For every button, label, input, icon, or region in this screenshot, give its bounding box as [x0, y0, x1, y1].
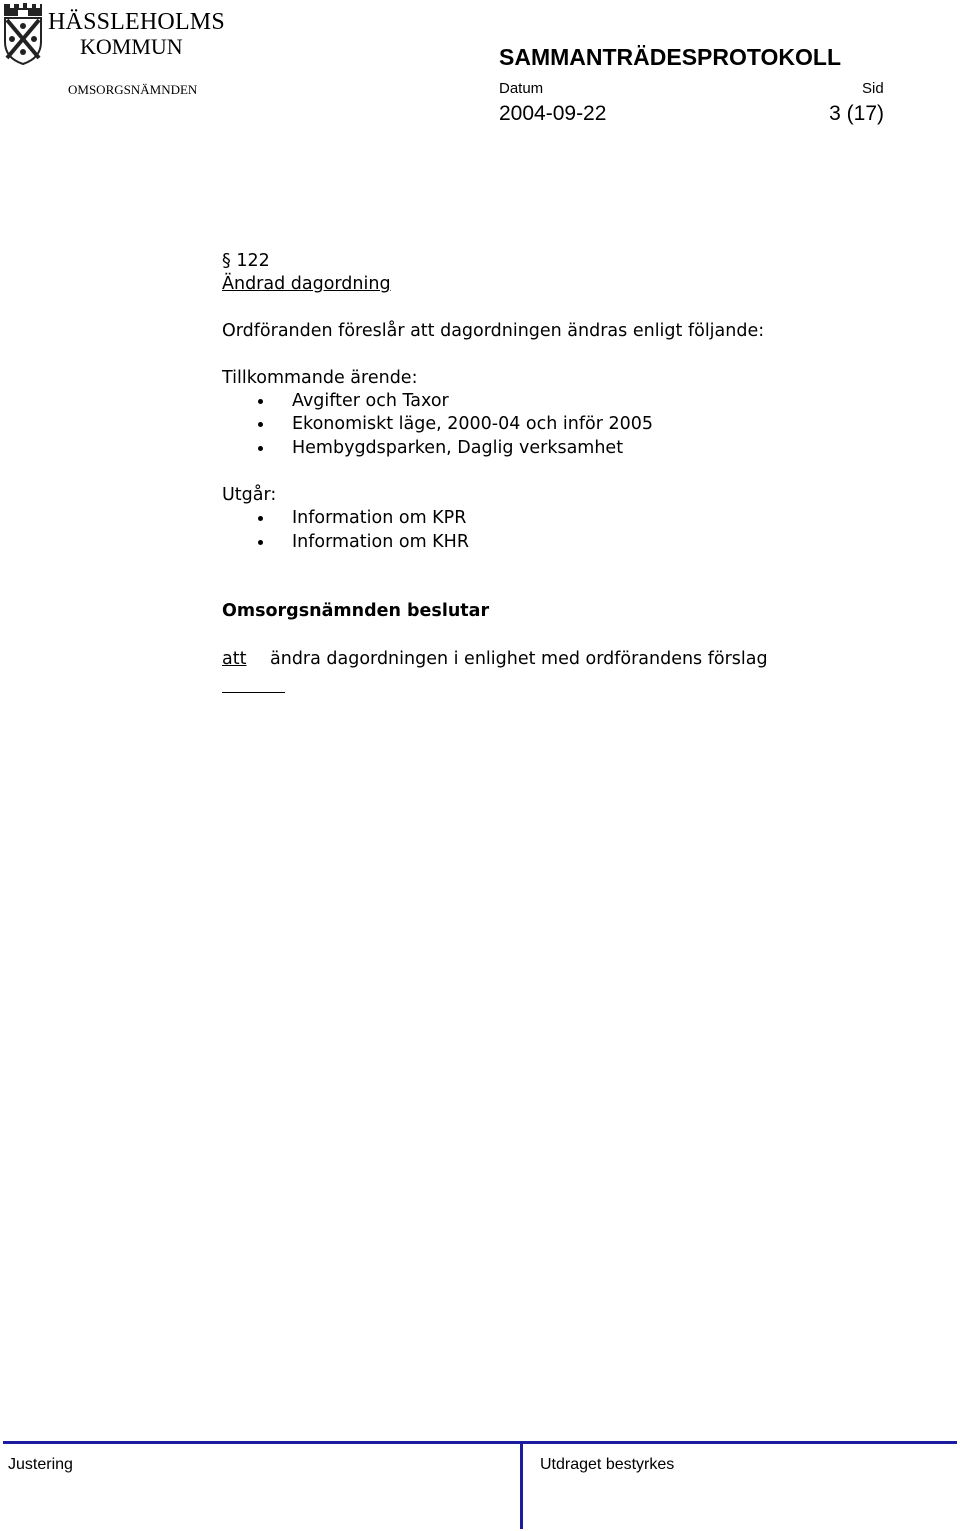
- decision-heading: Omsorgsnämnden beslutar: [222, 601, 490, 621]
- document-title: SAMMANTRÄDESPROTOKOLL: [499, 44, 842, 70]
- justering-label: Justering: [8, 1456, 73, 1473]
- decision-text: ändra dagordningen i enlighet med ordförandens förslag: [270, 649, 768, 669]
- intro-text: Ordföranden föreslår att dagordningen ändras enligt följande:: [222, 321, 765, 341]
- meeting-date: 2004-09-22: [499, 102, 607, 125]
- bullet-icon: [258, 540, 263, 545]
- removed-items-heading: Utgår:: [222, 485, 277, 505]
- org-name-line2: KOMMUN: [80, 34, 183, 59]
- bullet-icon: [258, 422, 263, 427]
- org-name-line1: HÄSSLEHOLMS: [48, 9, 225, 35]
- footer-divider: [520, 1441, 523, 1529]
- list-item-label: Information om KPR: [292, 508, 467, 528]
- end-rule: [222, 692, 285, 693]
- list-item-label: Information om KHR: [292, 532, 469, 552]
- added-items-heading: Tillkommande ärende:: [222, 368, 418, 388]
- bullet-icon: [258, 516, 263, 521]
- utdrag-label: Utdraget bestyrkes: [540, 1456, 675, 1473]
- coat-of-arms-icon: [2, 2, 44, 66]
- bullet-icon: [258, 446, 263, 451]
- list-item-label: Ekonomiskt läge, 2000-04 och inför 2005: [292, 414, 654, 434]
- decision-att: att: [222, 649, 247, 669]
- footer-rule: [3, 1441, 957, 1444]
- paragraph-number: § 122: [222, 251, 270, 271]
- list-item-label: Avgifter och Taxor: [292, 391, 449, 411]
- date-label: Datum: [499, 80, 544, 97]
- department-name: OMSORGSNÄMNDEN: [68, 82, 198, 97]
- page-number: 3 (17): [829, 102, 884, 125]
- list-item-label: Hembygdsparken, Daglig verksamhet: [292, 438, 624, 458]
- page-label: Sid: [862, 80, 884, 97]
- bullet-icon: [258, 399, 263, 404]
- paragraph-subject: Ändrad dagordning: [222, 274, 391, 294]
